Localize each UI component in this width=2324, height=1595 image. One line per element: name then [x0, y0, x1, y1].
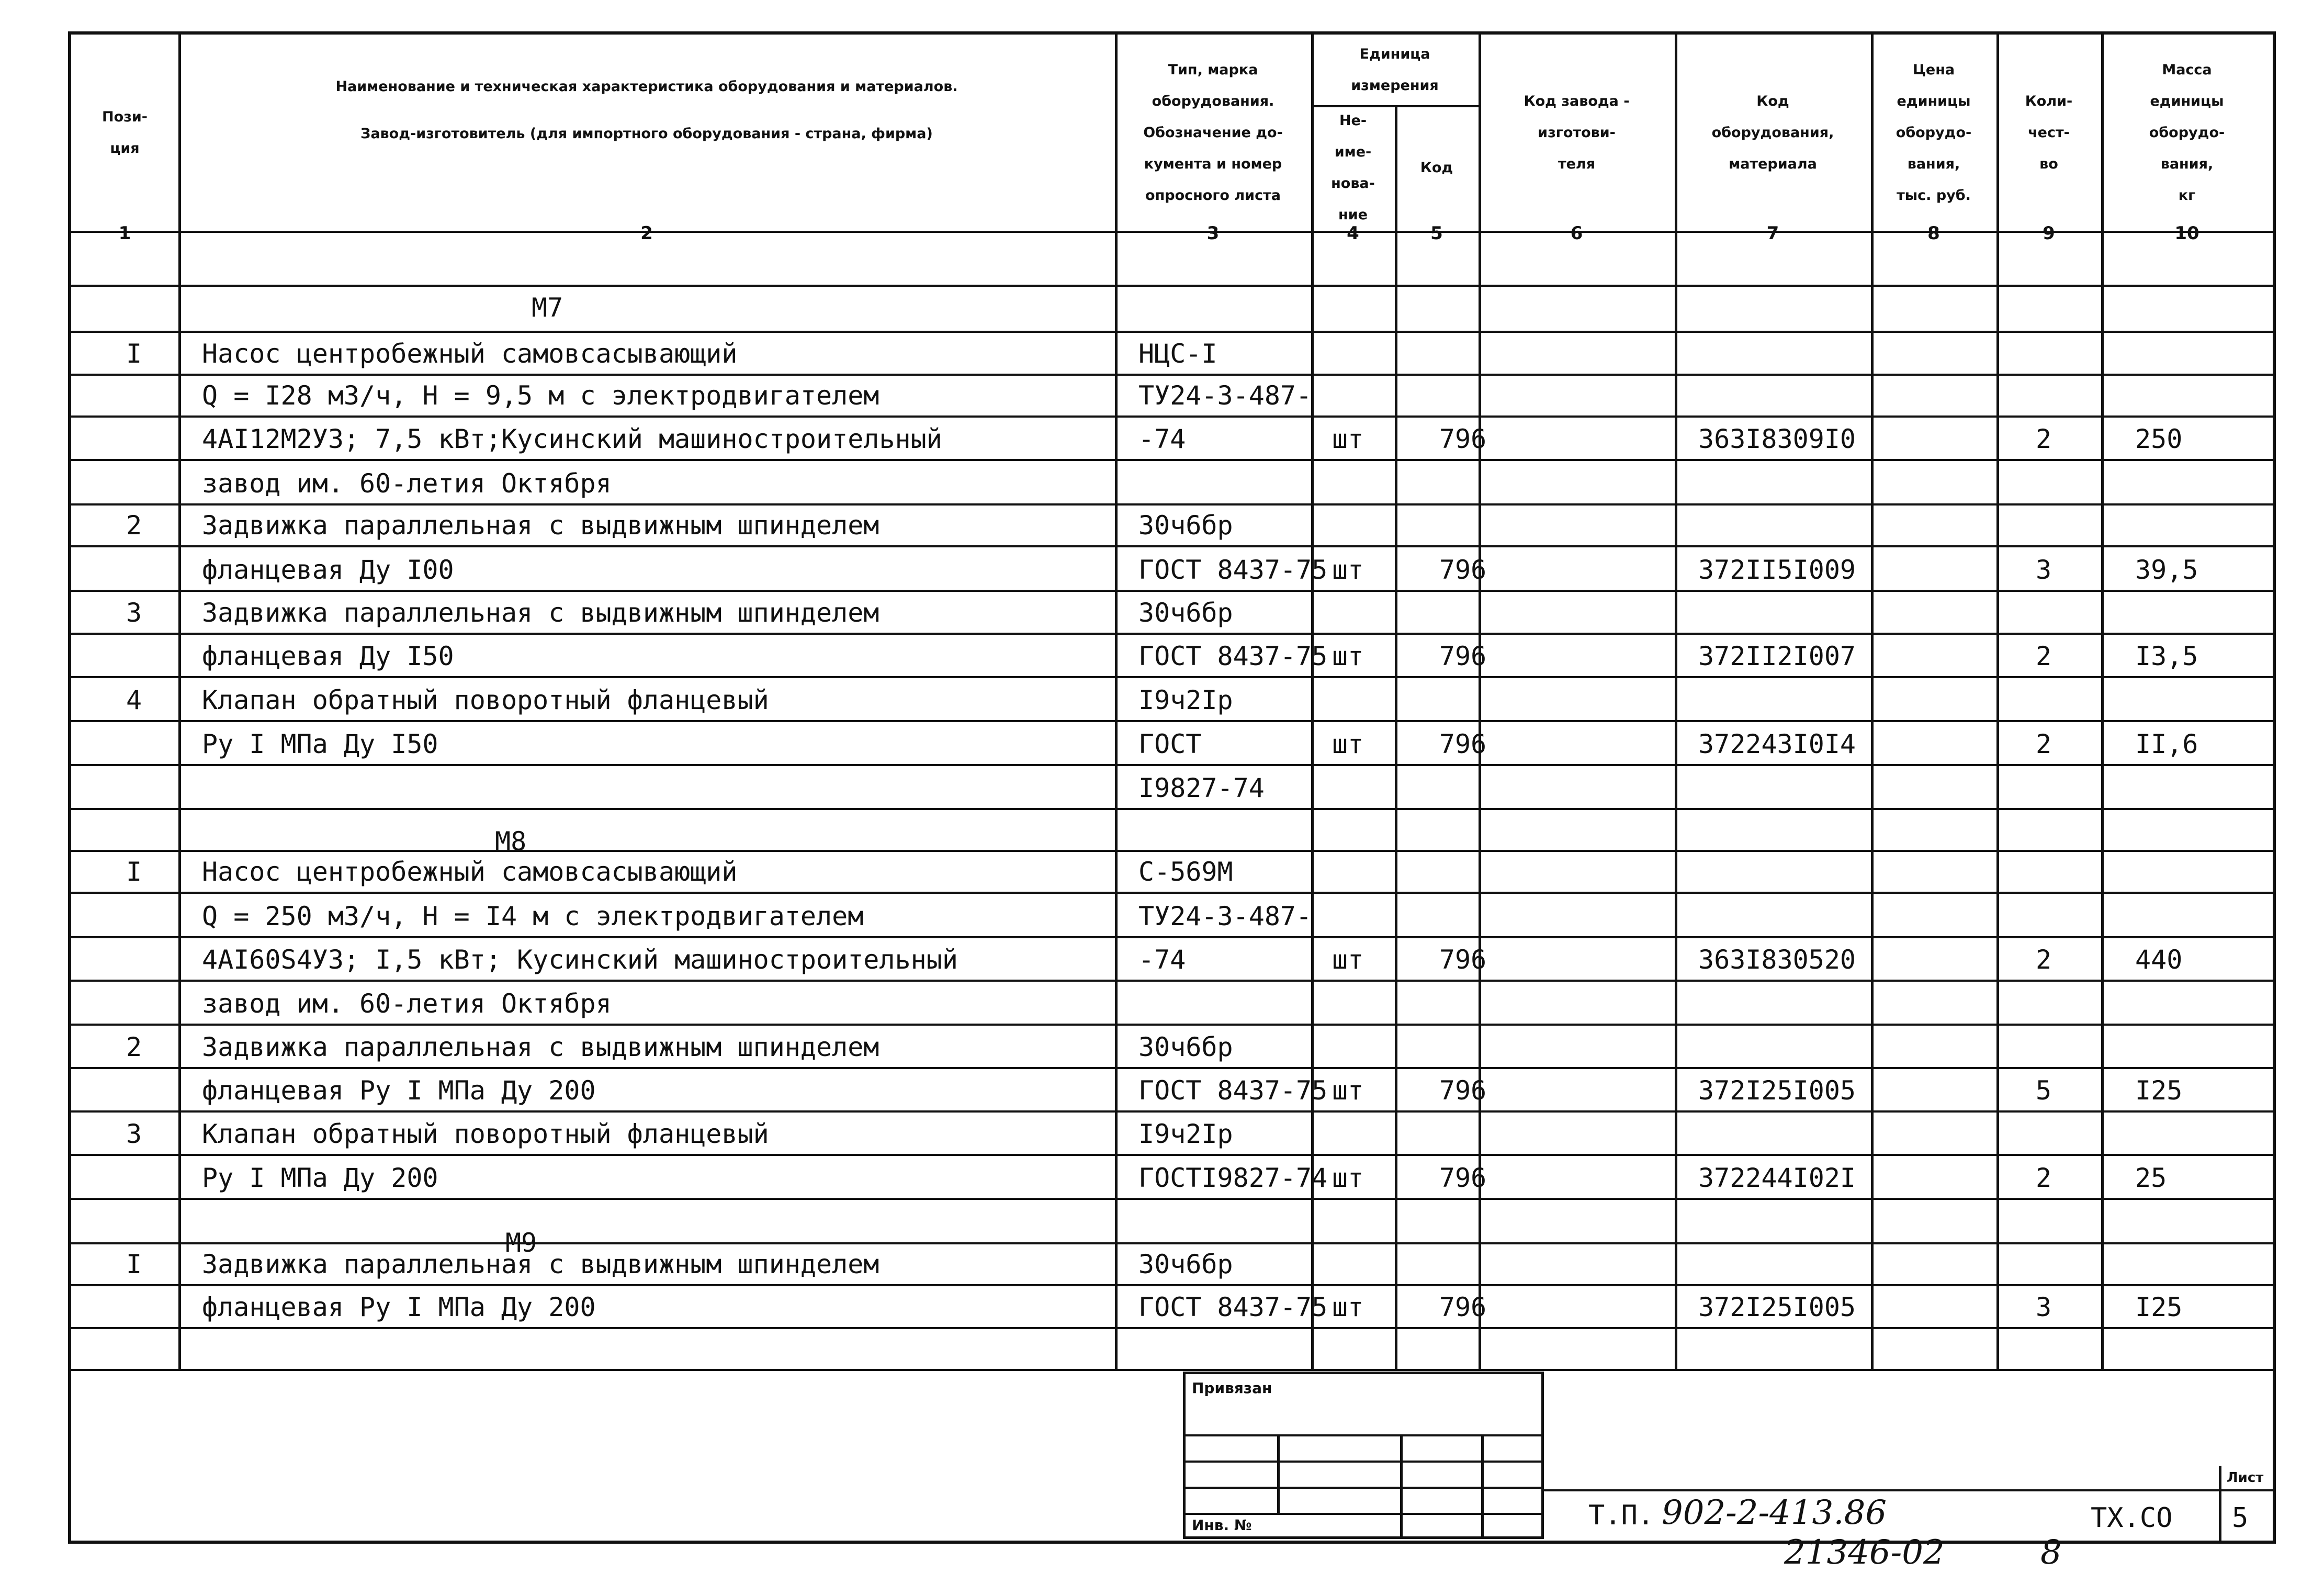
row-quantity	[2023, 851, 2064, 893]
stamp-line	[1186, 1513, 1541, 1515]
row-quantity	[2023, 504, 2064, 546]
row-quantity: 2	[2035, 424, 2052, 454]
sheet-box-line	[2221, 1489, 2275, 1491]
row-quantity	[2023, 767, 2064, 809]
row-unit-code	[1424, 1243, 1502, 1285]
col-number: 1	[118, 223, 131, 244]
row-mass: 25	[2135, 1163, 2167, 1193]
row-quantity: 2	[2035, 729, 2052, 759]
row-unit-code	[1424, 592, 1502, 634]
row-mass: I25	[2135, 1292, 2183, 1322]
row-mass: 39,5	[2135, 555, 2198, 585]
row-unit: шт	[1332, 945, 1364, 975]
row-name: Насос центробежный самовсасывающий	[202, 857, 738, 887]
row-unit-code	[1424, 1113, 1502, 1155]
header-mass: Масса единицы оборудо- вания, кг	[2149, 61, 2225, 204]
row-quantity: 3	[2035, 555, 2052, 585]
row-mass: I25	[2135, 1075, 2183, 1106]
row-name: Q = 250 м3/ч, Н = I4 м с электродвигателем	[202, 901, 864, 931]
row-unit: шт	[1332, 729, 1364, 759]
row-quantity	[2023, 1113, 2064, 1155]
header-unit-group: Единица измерения	[1351, 46, 1439, 94]
row-position: 3	[126, 1119, 142, 1149]
row-mass: I3,5	[2135, 641, 2198, 671]
row-unit-code	[1424, 679, 1502, 721]
row-unit-code	[1424, 333, 1502, 375]
row-name: фланцевая Ру I МПа Ду 200	[202, 1292, 596, 1322]
row-type: ГОСТ 8437-75	[1138, 1075, 1328, 1106]
row-name: Ру I МПа Ду I50	[202, 729, 438, 759]
row-position	[87, 418, 181, 460]
header-unit-name: Не- име- нова- ние	[1331, 113, 1375, 223]
row-type: 30ч6бр	[1138, 510, 1233, 541]
row-position: 3	[126, 598, 142, 628]
row-type: ГОСТI9827-74	[1138, 1163, 1328, 1193]
row-name: завод им. 60-летия Октября	[202, 989, 612, 1019]
row-quantity	[2023, 333, 2064, 375]
row-position	[87, 983, 181, 1025]
row-unit: шт	[1332, 1292, 1364, 1322]
group-heading-m7: M7	[532, 293, 563, 323]
row-position	[87, 809, 181, 851]
row-quantity	[2023, 809, 2064, 851]
row-name: 4АI12М2У3; 7,5 кВт;Кусинский машиностроительный	[202, 424, 942, 454]
row-unit-code	[1424, 504, 1502, 546]
row-equipment-code: 372I25I005	[1698, 1075, 1856, 1106]
stamp-divider	[1400, 1434, 1403, 1536]
doc-prefix: Т.П.	[1588, 1500, 1654, 1531]
row-name: завод им. 60-летия Октября	[202, 468, 612, 499]
row-type: I9ч2Iр	[1138, 685, 1233, 715]
header-factory-code: Код завода - изготови- теля	[1524, 93, 1630, 172]
row-equipment-code: 372II5I009	[1698, 555, 1856, 585]
row-quantity: 2	[2035, 945, 2052, 975]
row-name: Задвижка параллельная с выдвижным шпинделем	[202, 1032, 879, 1062]
row-quantity	[2023, 1026, 2064, 1068]
row-name: фланцевая Ду I00	[202, 555, 454, 585]
row-position	[87, 1201, 181, 1243]
row-unit-code: 796	[1439, 1163, 1487, 1193]
row-type: -74	[1138, 424, 1186, 454]
row-quantity: 3	[2035, 1292, 2052, 1322]
row-type: ГОСТ 8437-75	[1138, 555, 1328, 585]
row-unit-code: 796	[1439, 1075, 1487, 1106]
row-position	[87, 1157, 181, 1199]
row-type: ТУ24-3-487-	[1138, 380, 1312, 411]
row-line	[71, 331, 2273, 333]
row-type: 30ч6бр	[1138, 598, 1233, 628]
row-unit-code: 796	[1439, 424, 1487, 454]
row-type: С-569М	[1138, 857, 1233, 887]
row-mass: II,6	[2135, 729, 2198, 759]
sheet-label: Лист	[2227, 1470, 2264, 1486]
row-name: Q = I28 м3/ч, Н = 9,5 м с электродвигателем	[202, 380, 879, 411]
header-position: Пози- ция	[102, 108, 148, 156]
group-heading-m9: M9	[505, 1228, 537, 1258]
row-unit-code: 796	[1439, 641, 1487, 671]
spec-sheet	[68, 31, 2276, 1544]
header-name-line1: Наименование и техническая характеристика оборудования и материалов.	[335, 78, 958, 95]
stamp-divider	[1277, 1434, 1280, 1513]
row-position: I	[126, 1249, 142, 1279]
doc-number: 902-2-413.86	[1662, 1493, 1887, 1532]
row-name: фланцевая Ру I МПа Ду 200	[202, 1075, 596, 1106]
stamp-divider	[1481, 1434, 1484, 1536]
stamp-inventory-label: Инв. №	[1192, 1517, 1252, 1534]
header-unit-code: Код	[1420, 160, 1453, 176]
row-unit-code	[1424, 895, 1502, 937]
row-unit-code: 796	[1439, 1292, 1487, 1322]
row-quantity	[2023, 895, 2064, 937]
row-unit: шт	[1332, 641, 1364, 671]
row-equipment-code: 372244I02I	[1698, 1163, 1856, 1193]
row-equipment-code: 372I25I005	[1698, 1292, 1856, 1322]
col-number: 9	[2043, 223, 2055, 244]
row-unit-code	[1424, 1026, 1502, 1068]
row-position	[87, 635, 181, 677]
row-quantity: 2	[2035, 641, 2052, 671]
col-divider	[1395, 105, 1397, 1369]
col-number: 6	[1570, 223, 1583, 244]
row-unit-code: 796	[1439, 729, 1487, 759]
header-price: Цена единицы оборудо- вания, тыс. руб.	[1896, 61, 1972, 204]
row-position: I	[126, 339, 142, 369]
row-type: ГОСТ 8437-75	[1138, 1292, 1328, 1322]
sheet-number-box	[2219, 1466, 2275, 1542]
row-type: НЦС-I	[1138, 339, 1217, 369]
row-type: 30ч6бр	[1138, 1032, 1233, 1062]
title-block-line	[1544, 1489, 2273, 1491]
row-position	[87, 1286, 181, 1328]
col-numbers-line	[71, 285, 2273, 287]
row-unit: шт	[1332, 1163, 1364, 1193]
row-name: Клапан обратный поворотный фланцевый	[202, 1119, 769, 1149]
row-equipment-code: 372243I0I4	[1698, 729, 1856, 759]
row-position	[87, 723, 181, 765]
row-position	[87, 375, 181, 417]
row-quantity	[2023, 1243, 2064, 1285]
row-quantity	[2023, 375, 2064, 417]
row-name: Задвижка параллельная с выдвижным шпинделем	[202, 598, 879, 628]
row-position	[87, 463, 181, 504]
row-name: Ру I МПа Ду 200	[202, 1163, 438, 1193]
stamp-tied-label: Привязан	[1192, 1379, 1272, 1397]
row-unit-code	[1424, 851, 1502, 893]
document-mark: ТХ.СО	[2091, 1502, 2173, 1534]
row-position	[87, 939, 181, 981]
row-equipment-code: 372II2I007	[1698, 641, 1856, 671]
row-position	[87, 767, 181, 809]
row-position	[87, 895, 181, 937]
sheet-number: 5	[2232, 1502, 2249, 1534]
archive-number: 21346-02	[1784, 1533, 1945, 1572]
header-quantity: Коли- чест- во	[2025, 93, 2073, 172]
row-equipment-code: 363I830520	[1698, 945, 1856, 975]
row-type: I9ч2Iр	[1138, 1119, 1233, 1149]
row-unit: шт	[1332, 1075, 1364, 1106]
stamp-line	[1186, 1434, 1541, 1436]
row-type: ТУ24-3-487-	[1138, 901, 1312, 931]
header-type: Тип, марка оборудования. Обозначение до- кумента и номер опросного листа	[1143, 61, 1283, 204]
col-number: 5	[1430, 223, 1443, 244]
row-equipment-code: 363I8309I0	[1698, 424, 1856, 454]
row-mass: 250	[2135, 424, 2183, 454]
row-name: Задвижка параллельная с выдвижным шпинделем	[202, 510, 879, 541]
row-position: I	[126, 857, 142, 887]
row-type: I9827-74	[1138, 773, 1265, 803]
row-quantity	[2023, 592, 2064, 634]
row-quantity	[2023, 983, 2064, 1025]
row-unit-code: 796	[1439, 945, 1487, 975]
approval-stamp	[1183, 1372, 1544, 1539]
row-quantity	[2023, 679, 2064, 721]
row-type: 30ч6бр	[1138, 1249, 1233, 1279]
header-equipment-code: Код оборудования, материала	[1711, 93, 1834, 172]
row-unit-code	[1424, 463, 1502, 504]
col-number: 2	[640, 223, 653, 244]
row-position: 2	[126, 1032, 142, 1062]
row-quantity	[2023, 1201, 2064, 1243]
col-number: 8	[1927, 223, 1940, 244]
row-unit-code	[1424, 809, 1502, 851]
row-unit-code	[1424, 375, 1502, 417]
row-type: ГОСТ 8437-75	[1138, 641, 1328, 671]
row-name: фланцевая Ду I50	[202, 641, 454, 671]
row-mass: 440	[2135, 945, 2183, 975]
row-unit-code: 796	[1439, 555, 1487, 585]
row-unit-code	[1424, 983, 1502, 1025]
header-name-line2: Завод-изготовитель (для импортного оборудования - страна, фирма)	[360, 126, 933, 142]
archive-sheet: 8	[2040, 1533, 2062, 1572]
stamp-line	[1186, 1487, 1541, 1489]
row-unit-code	[1424, 767, 1502, 809]
row-position: 2	[126, 510, 142, 541]
col-number: 3	[1206, 223, 1220, 244]
row-unit-code	[1424, 1201, 1502, 1243]
row-type: -74	[1138, 945, 1186, 975]
row-name: 4АI60S4У3; I,5 кВт; Кусинский машиностроительный	[202, 945, 958, 975]
row-type: ГОСТ	[1138, 729, 1202, 759]
row-name: Клапан обратный поворотный фланцевый	[202, 685, 769, 715]
group-heading-m8: M8	[495, 826, 527, 857]
row-position	[87, 1070, 181, 1111]
stamp-line	[1186, 1461, 1541, 1463]
table-bottom-line	[71, 1369, 2273, 1371]
row-quantity: 5	[2035, 1075, 2052, 1106]
row-name: Задвижка параллельная с выдвижным шпинделем	[202, 1249, 879, 1279]
row-unit: шт	[1332, 424, 1364, 454]
row-quantity: 2	[2035, 1163, 2052, 1193]
col-number: 4	[1347, 223, 1359, 244]
row-name: Насос центробежный самовсасывающий	[202, 339, 738, 369]
row-position: 4	[126, 685, 142, 715]
col-number: 10	[2174, 223, 2199, 244]
row-quantity	[2023, 463, 2064, 504]
col-number: 7	[1766, 223, 1779, 244]
row-position	[87, 549, 181, 591]
row-unit: шт	[1332, 555, 1364, 585]
